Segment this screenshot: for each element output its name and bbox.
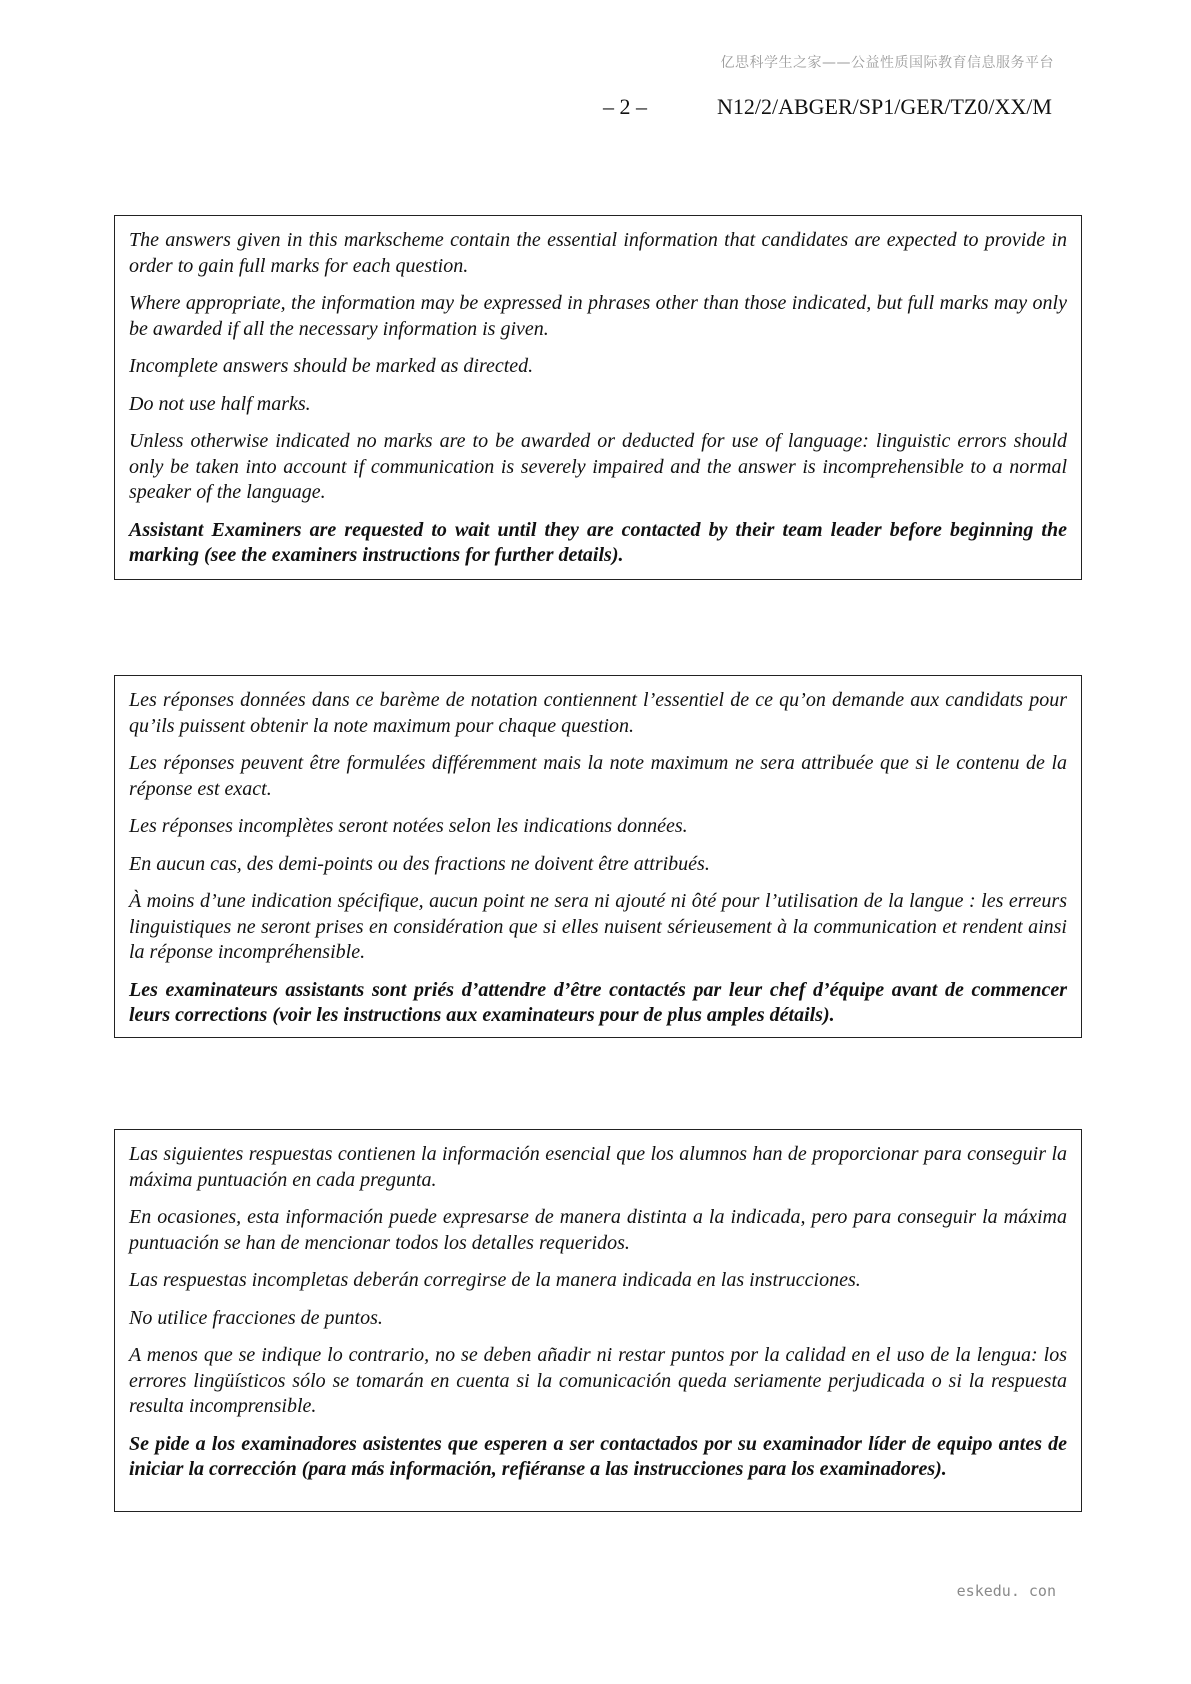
watermark-top: 亿思科学生之家——公益性质国际教育信息服务平台 — [720, 55, 1054, 71]
page-number: – 2 – — [603, 94, 647, 119]
paragraph: En aucun cas, des demi-points ou des fractions ne doivent être attribués. — [129, 852, 710, 875]
paragraph: Incomplete answers should be marked as directed. — [129, 355, 534, 377]
document-code: N12/2/ABGER/SP1/GER/TZ0/XX/M — [717, 94, 1052, 119]
paragraph: Les réponses données dans ce barème de notation contiennent l’essentiel de ce qu’on demande aux candidats pour qu’ils puissent obtenir la note maximum pour chaque question. — [129, 689, 1067, 737]
paragraph: Las siguientes respuestas contienen la información esencial que los alumnos han de proporcionar para conseguir la máxima puntuación en cada pregunta. — [129, 1143, 1067, 1191]
watermark-bottom: eskedu. con — [956, 1582, 1056, 1600]
paragraph: No utilice fracciones de puntos. — [129, 1306, 383, 1329]
paragraph: Las respuestas incompletas deberán corregirse de la manera indicada en las instrucciones. — [129, 1269, 861, 1291]
paragraph: The answers given in this markscheme contain the essential information that candidates are expected to provide in order to gain full marks for each question. — [129, 229, 1067, 277]
paragraph: Les réponses incomplètes seront notées selon les indications données. — [129, 815, 688, 837]
paragraph: A menos que se indique lo contrario, no se deben añadir ni restar puntos por la calidad en el uso de la lengua: los errores lingüísticos sólo se tomarán en cuenta si la comunicación queda seriamente perjudicada o si la respuesta resulta incomprensible. — [129, 1344, 1067, 1417]
instructions-box-spanish — [114, 1129, 1082, 1512]
bold-notice: Assistant Examiners are requested to wait until they are contacted by their team leader before beginning the marking (see the examiners instructions for further details). — [129, 518, 1067, 566]
paragraph: Where appropriate, the information may be expressed in phrases other than those indicated, but full marks may only be awarded if all the necessary information is given. — [129, 292, 1067, 340]
paragraph: Unless otherwise indicated no marks are to be awarded or deducted for use of language: linguistic errors should only be taken into account if communication is severely impaired and the answer is incomprehensible to a normal speaker of the language. — [129, 430, 1067, 503]
bold-notice: Les examinateurs assistants sont priés d’attendre d’être contactés par leur chef d’équipe avant de commencer leurs corrections (voir les instructions aux examinateurs pour de plus amples détails). — [129, 978, 1067, 1026]
instructions-box-english — [114, 215, 1082, 580]
paragraph: En ocasiones, esta información puede expresarse de manera distinta a la indicada, pero para conseguir la máxima puntuación se han de mencionar todos los detalles requeridos. — [129, 1206, 1067, 1254]
paragraph: Les réponses peuvent être formulées différemment mais la note maximum ne sera attribuée que si le contenu de la réponse est exact. — [129, 752, 1067, 800]
paragraph: À moins d’une indication spécifique, aucun point ne sera ni ajouté ni ôté pour l’utilisation de la langue : les erreurs linguistiques ne seront prises en considération que si elles nuisent sérieusement à la communication et rendent ainsi la réponse incompréhensible. — [129, 890, 1067, 963]
page-header — [0, 94, 1191, 124]
instructions-box-french — [114, 675, 1082, 1038]
bold-notice: Se pide a los examinadores asistentes que esperen a ser contactados por su examinador líder de equipo antes de iniciar la corrección (para más información, refiéranse a las instrucciones para los examinadores). — [129, 1432, 1067, 1480]
paragraph: Do not use half marks. — [129, 392, 311, 415]
